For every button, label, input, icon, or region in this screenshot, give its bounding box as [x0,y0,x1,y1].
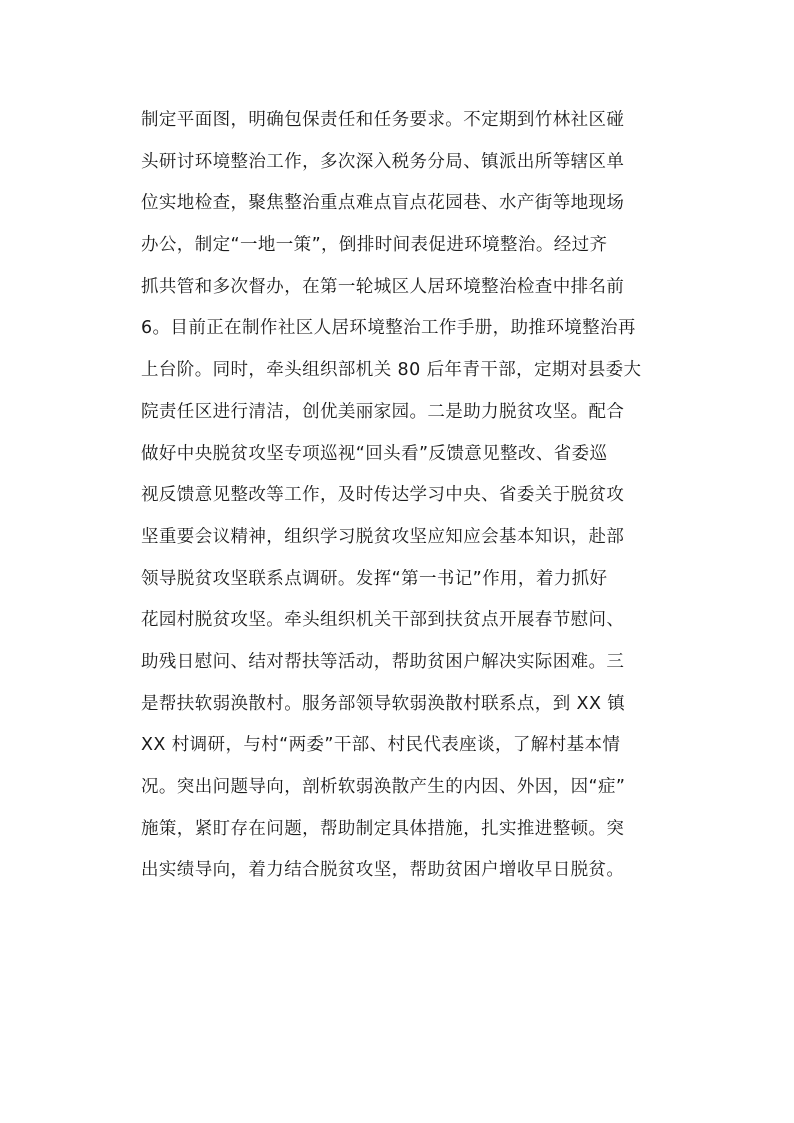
text-line: 是帮扶软弱涣散村。服务部领导软弱涣散村联系点，到 XX 镇 [141,693,626,714]
text-line: 6。目前正在制作社区人居环境整治工作手册，助推环境整治再 [141,318,636,339]
text-line: 办公，制定“一地一策”，倒排时间表促进环境整治。经过齐 [141,235,608,256]
text-line: 制定平面图，明确包保责任和任务要求。不定期到竹林社区碰 [141,110,625,130]
text-line: 位实地检查，聚焦整治重点难点盲点花园巷、水产街等地现场 [141,193,625,214]
body-paragraph [141,100,661,892]
text-line: XX 村调研，与村“两委”干部、村民代表座谈，了解村基本情 [141,735,621,756]
text-line: 视反馈意见整改等工作，及时传达学习中央、省委关于脱贫攻 [141,485,625,506]
text-line: 况。突出问题导向，剖析软弱涣散产生的内因、外因，因“症” [141,777,626,797]
text-line: 领导脱贫攻坚联系点调研。发挥“第一书记”作用，着力抓好 [141,568,608,589]
text-line: 院责任区进行清洁，创优美丽家园。二是助力脱贫攻坚。配合 [141,401,625,422]
text-line: 头研讨环境整治工作，多次深入税务分局、镇派出所等辖区单 [141,151,625,172]
text-line: 施策，紧盯存在问题，帮助制定具体措施，扎实推进整顿。突 [141,818,625,839]
text-line: 上台阶。同时，牵头组织部机关 80 后年青干部，定期对县委大 [141,360,642,381]
text-line: 坚重要会议精神，组织学习脱贫攻坚应知应会基本知识，赴部 [141,526,625,547]
text-line: 抓共管和多次督办，在第一轮城区人居环境整治检查中排名前 [141,276,625,297]
text-line: 出实绩导向，着力结合脱贫攻坚，帮助贫困户增收早日脱贫。 [141,860,625,881]
text-line: 做好中央脱贫攻坚专项巡视“回头看”反馈意见整改、省委巡 [141,443,608,464]
text-line: 助残日慰问、结对帮扶等活动，帮助贫困户解决实际困难。三 [141,651,625,672]
text-line: 花园村脱贫攻坚。牵头组织机关干部到扶贫点开展春节慰问、 [141,610,625,631]
